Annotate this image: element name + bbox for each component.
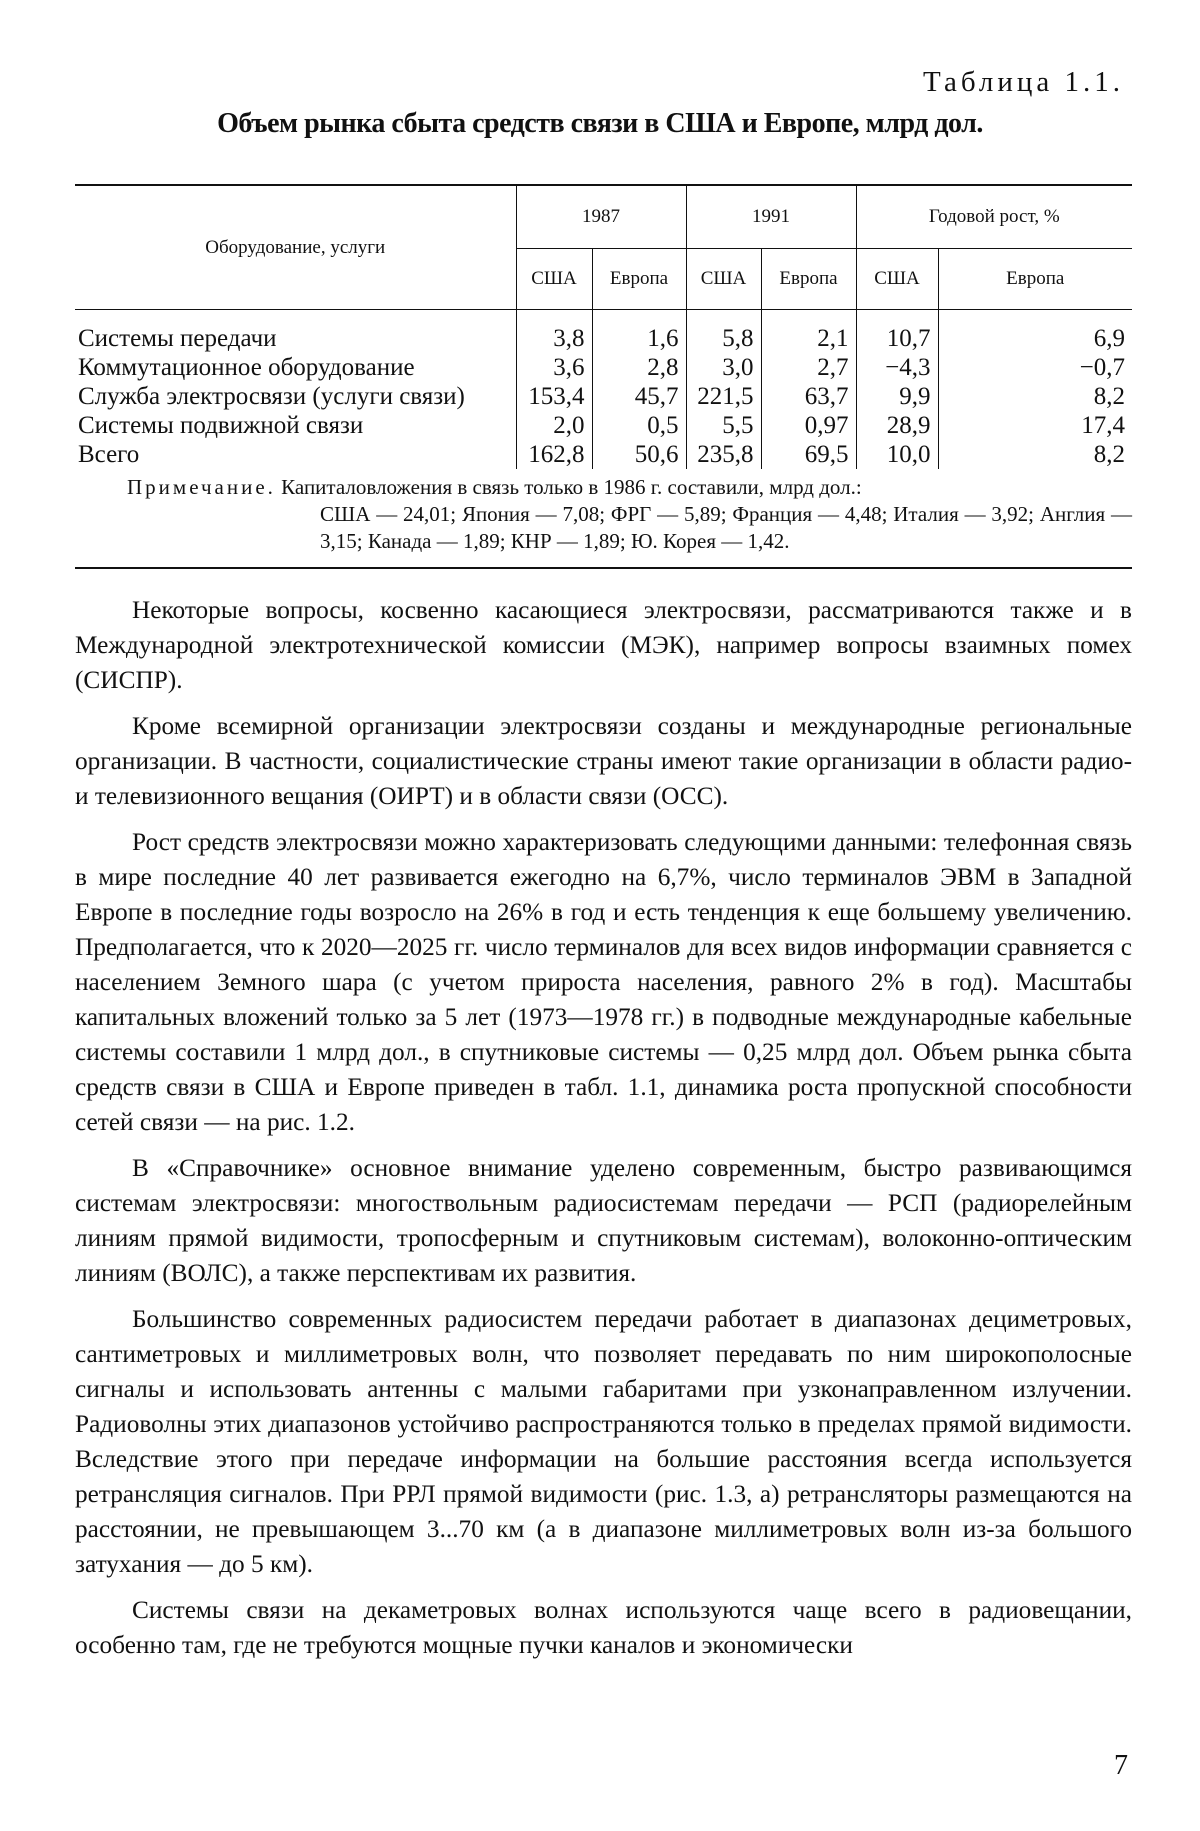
page-number: 7 <box>1114 1750 1128 1782</box>
paragraph: Кроме всемирной организации электросвязи созданы и международные региональные организации. В частности, социалистические страны имеют такие организации в области радио- и телевизионного вещания (ОИРТ) и в области связи (ОСС). <box>75 709 1132 814</box>
table-row <box>75 411 1132 440</box>
table-cell: 2,1 <box>761 310 856 354</box>
row-label: Служба электросвязи (услуги связи) <box>75 382 516 411</box>
sub-header: США <box>856 249 938 310</box>
table-cell: 9,9 <box>856 382 938 411</box>
paragraph: Системы связи на декаметровых волнах используются чаще всего в радиовещании, особенно там, где не требуются мощные пучки каналов и экономически <box>75 1593 1132 1663</box>
table-cell: 10,0 <box>856 440 938 469</box>
table-cell: 235,8 <box>686 440 761 469</box>
table-cell: 5,5 <box>686 411 761 440</box>
body-text <box>75 593 1132 1674</box>
table-cell: −4,3 <box>856 353 938 382</box>
table-cell: 63,7 <box>761 382 856 411</box>
table-note <box>127 474 1132 555</box>
sub-header: Европа <box>592 249 686 310</box>
note-label: Примечание. <box>127 475 276 499</box>
market-table <box>75 184 1132 469</box>
row-header: Оборудование, услуги <box>75 185 516 310</box>
section-divider <box>75 567 1132 569</box>
group-header-1991: 1991 <box>686 185 856 249</box>
table-cell: 0,5 <box>592 411 686 440</box>
paragraph: Большинство современных радиосистем передачи работает в диапазонах дециметровых, сантиметровых и миллиметровых волн, что позволяет передавать по ним широкополосные сигналы и использовать антенны с малыми габаритами при узконаправленном излучении. Радиоволны этих диапазонов устойчиво распространяются только в пределах прямой видимости. Вследствие этого при передаче информации на большие расстояния всегда используется ретрансляция сигналов. При РРЛ прямой видимости (рис. 1.3, а) ретрансляторы размещаются на расстоянии, не превышающем 3...70 км (а в диапазоне миллиметровых волн из-за большого затухания — до 5 км). <box>75 1302 1132 1582</box>
table-row-total <box>75 440 1132 469</box>
paragraph: Некоторые вопросы, косвенно касающиеся электросвязи, рассматриваются также и в Международной электротехнической комиссии (МЭК), например вопросы взаимных помех (СИСПР). <box>75 593 1132 698</box>
row-label: Системы передачи <box>75 310 516 354</box>
row-label: Всего <box>75 440 516 469</box>
table-cell: 2,8 <box>592 353 686 382</box>
table-cell: 5,8 <box>686 310 761 354</box>
row-label: Системы подвижной связи <box>75 411 516 440</box>
sub-header: США <box>516 249 592 310</box>
row-label: Коммутационное оборудование <box>75 353 516 382</box>
table-row <box>75 310 1132 354</box>
table-cell: 221,5 <box>686 382 761 411</box>
sub-header: Европа <box>761 249 856 310</box>
table-cell: 10,7 <box>856 310 938 354</box>
table-cell: 28,9 <box>856 411 938 440</box>
book-page <box>0 0 1200 1831</box>
paragraph: В «Справочнике» основное внимание уделено современным, быстро развивающимся системам электросвязи: многоствольным радиосистемам передачи — РСП (радиорелейным линиям прямой видимости, тропосферным и спутниковым системам), волоконно-оптическим линиям (ВОЛС), а также перспективам их развития. <box>75 1151 1132 1291</box>
table-cell: 2,7 <box>761 353 856 382</box>
table-cell: 3,8 <box>516 310 592 354</box>
sub-header: США <box>686 249 761 310</box>
note-text: Капиталовложения в связь только в 1986 г. составили, млрд дол.: <box>281 475 862 499</box>
group-header-growth: Годовой рост, % <box>856 185 1132 249</box>
table-cell: 8,2 <box>938 382 1132 411</box>
table-number: Таблица 1.1. <box>923 66 1124 99</box>
table-cell: 2,0 <box>516 411 592 440</box>
table-row <box>75 353 1132 382</box>
sub-header: Европа <box>938 249 1132 310</box>
table-cell: 153,4 <box>516 382 592 411</box>
table-cell: −0,7 <box>938 353 1132 382</box>
table-title: Объем рынка сбыта средств связи в США и Европе, млрд дол. <box>0 108 1200 140</box>
group-header-1987: 1987 <box>516 185 686 249</box>
table-cell: 1,6 <box>592 310 686 354</box>
table-cell: 17,4 <box>938 411 1132 440</box>
table-row <box>75 382 1132 411</box>
table-cell: 50,6 <box>592 440 686 469</box>
table-cell: 45,7 <box>592 382 686 411</box>
note-continuation: США — 24,01; Япония — 7,08; ФРГ — 5,89; Франция — 4,48; Италия — 3,92; Англия — 3,15; Канада — 1,89; КНР — 1,89; Ю. Корея — 1,42. <box>127 501 1132 555</box>
table-cell: 3,6 <box>516 353 592 382</box>
table-cell: 6,9 <box>938 310 1132 354</box>
paragraph: Рост средств электросвязи можно характеризовать следующими данными: телефонная связь в мире последние 40 лет развивается ежегодно на 6,7%, число терминалов ЭВМ в Западной Европе в последние годы возросло на 26% в год и есть тенденция к еще большему увеличению. Предполагается, что к 2020—2025 гг. число терминалов для всех видов информации сравняется с населением Земного шара (с учетом прироста населения, равного 2% в год). Масштабы капитальных вложений только за 5 лет (1973—1978 гг.) в подводные международные кабельные системы составили 1 млрд дол., в спутниковые системы — 0,25 млрд дол. Объем рынка сбыта средств связи в США и Европе приведен в табл. 1.1, динамика роста пропускной способности сетей связи — на рис. 1.2. <box>75 825 1132 1140</box>
table-cell: 3,0 <box>686 353 761 382</box>
table-cell: 0,97 <box>761 411 856 440</box>
table-cell: 8,2 <box>938 440 1132 469</box>
table-cell: 69,5 <box>761 440 856 469</box>
table-cell: 162,8 <box>516 440 592 469</box>
